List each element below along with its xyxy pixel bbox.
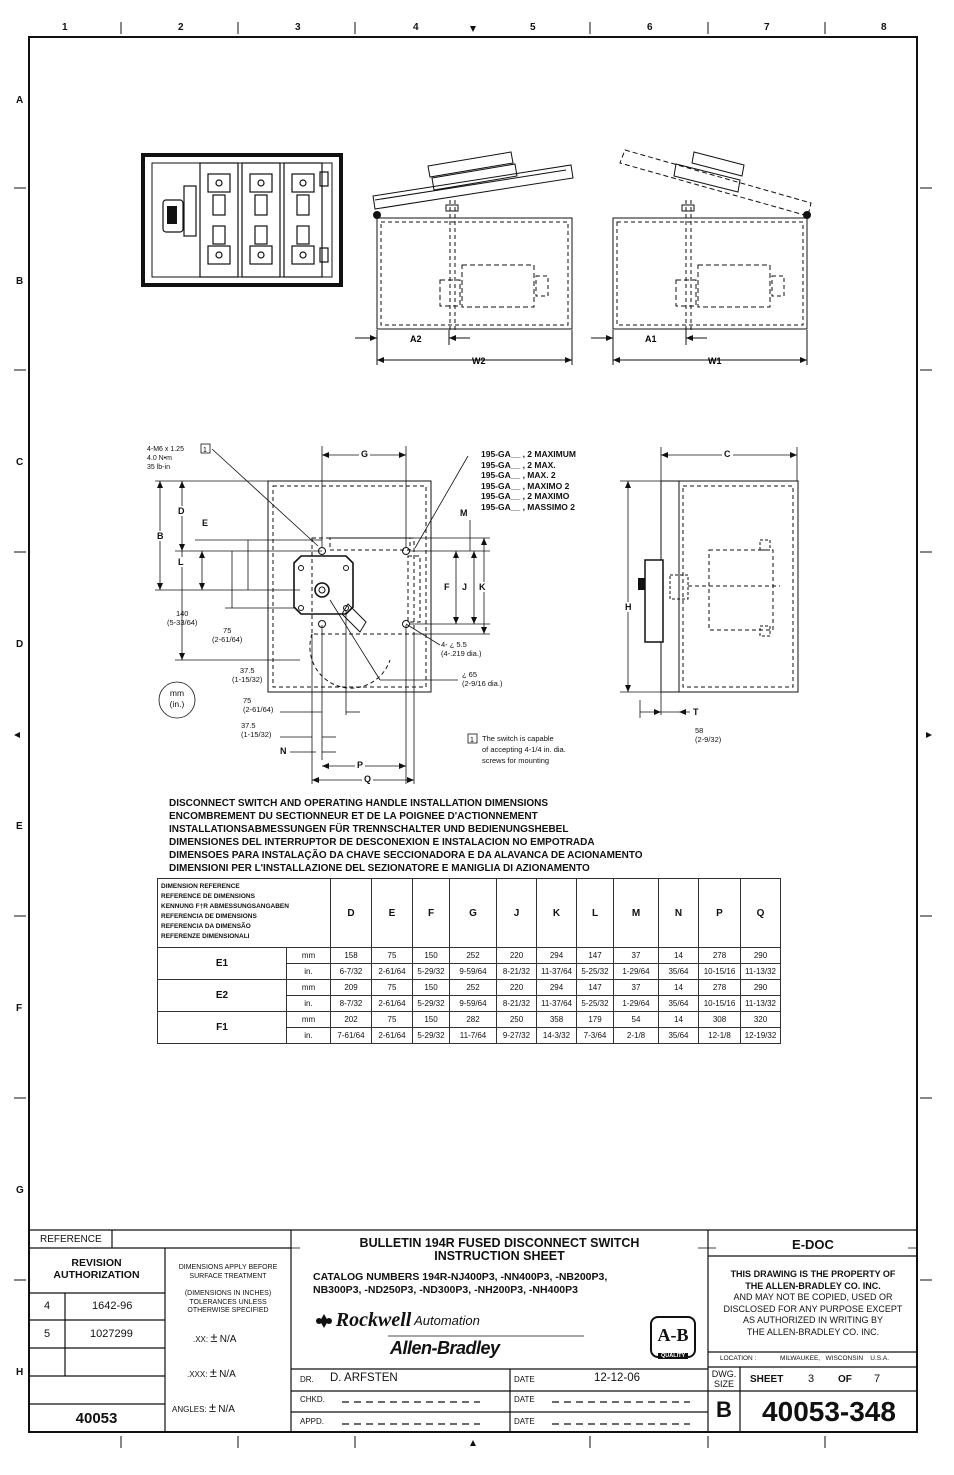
table-cell: 282 bbox=[450, 1012, 497, 1028]
zone-row-g: G bbox=[16, 1185, 24, 1196]
drawing-number: 40053-348 bbox=[762, 1396, 896, 1427]
drawn-date: 12-12-06 bbox=[594, 1372, 641, 1384]
table-cell: 220 bbox=[497, 980, 537, 996]
table-cell: 54 bbox=[614, 1012, 659, 1028]
table-cell: 8-21/32 bbox=[497, 964, 537, 980]
table-cell: 6-7/32 bbox=[331, 964, 372, 980]
revision-auth-number: 1027299 bbox=[90, 1328, 133, 1340]
date-label: DATE bbox=[514, 1417, 535, 1426]
zone-row-c: C bbox=[16, 457, 24, 468]
table-cell: 75 bbox=[372, 948, 413, 964]
table-cell: 37 bbox=[614, 948, 659, 964]
zone-col-2: 2 bbox=[178, 22, 184, 33]
dim-37-upper: 37.5 (1-15/32) bbox=[232, 666, 263, 684]
zone-row-b: B bbox=[16, 276, 24, 287]
table-cell: 220 bbox=[497, 948, 537, 964]
col-header: Q bbox=[741, 879, 781, 948]
table-cell: 12-1/8 bbox=[699, 1028, 741, 1044]
approved-label: APPD. bbox=[300, 1417, 325, 1426]
location-label: LOCATION : bbox=[720, 1355, 757, 1362]
dim-n: N bbox=[280, 746, 287, 756]
table-cell: 209 bbox=[331, 980, 372, 996]
zone-col-4: 4 bbox=[413, 22, 419, 33]
table-cell: 5-25/32 bbox=[577, 964, 614, 980]
edoc-label: E-DOC bbox=[792, 1237, 834, 1252]
dim-b: B bbox=[157, 531, 164, 541]
col-header: M bbox=[614, 879, 659, 948]
checked-label: CHKD. bbox=[300, 1395, 325, 1404]
dim-75-upper: 75 (2-61/64) bbox=[212, 626, 243, 644]
rockwell-logo: Rockwell Automation bbox=[315, 1309, 480, 1332]
ab-logo-icon: A-B bbox=[650, 1316, 696, 1358]
table-cell: 7-3/64 bbox=[577, 1028, 614, 1044]
col-header: D bbox=[331, 879, 372, 948]
table-cell: 150 bbox=[413, 948, 450, 964]
col-header: E bbox=[372, 879, 413, 948]
table-cell: 12-19/32 bbox=[741, 1028, 781, 1044]
table-cell: 8-7/32 bbox=[331, 996, 372, 1012]
table-cell: 5-29/32 bbox=[413, 1028, 450, 1044]
dim-d: D bbox=[178, 506, 185, 516]
table-cell: 11-37/64 bbox=[537, 996, 577, 1012]
dim-t: T bbox=[693, 707, 699, 717]
document-title: BULLETIN 194R FUSED DISCONNECT SWITCH INSTRUCTION SHEET bbox=[359, 1236, 640, 1263]
col-header: L bbox=[577, 879, 614, 948]
table-cell: 35/64 bbox=[659, 996, 699, 1012]
dim-p: P bbox=[357, 760, 364, 770]
dim-f: F bbox=[444, 582, 450, 592]
table-cell: 294 bbox=[537, 980, 577, 996]
row-label: F1 bbox=[158, 1012, 287, 1044]
col-header: G bbox=[450, 879, 497, 948]
dimension-reference-header: DIMENSION REFERENCE REFERENCE DE DIMENSIONS KENNUNG F†R ABMESSUNGSANGABEN REFERENCIA DE DIMENSIONS REFERENCIA DA DIMENSÃO REFERENZE DIMENSIONALI bbox=[158, 879, 331, 948]
table-cell: 2-1/8 bbox=[614, 1028, 659, 1044]
drawn-by: D. ARFSTEN bbox=[330, 1372, 398, 1384]
table-cell: 252 bbox=[450, 980, 497, 996]
tolerance-xxx: .XXX: ± N/A bbox=[187, 1365, 236, 1380]
table-cell: 5-25/32 bbox=[577, 996, 614, 1012]
table-cell: 150 bbox=[413, 1012, 450, 1028]
zone-row-d: D bbox=[16, 639, 24, 650]
col-header: K bbox=[537, 879, 577, 948]
contact-blocks-note: 195-GA__ , 2 MAXIMUM 195-GA__ , 2 MAX. 195-GA__ , MAX. 2 195-GA__ , MAXIMO 2 195-GA__ , 2 MAXIMO 195-GA__ , MASSIMO 2 bbox=[481, 449, 576, 512]
table-cell: 252 bbox=[450, 948, 497, 964]
dim-c: C bbox=[724, 449, 731, 459]
dwg-size: B bbox=[716, 1397, 732, 1422]
property-notice: THIS DRAWING IS THE PROPERTY OF THE ALLEN-BRADLEY CO. INC. AND MAY NOT BE COPIED, USED OR DISCLOSED FOR ANY PURPOSE EXCEPT AS AUTHORIZED IN WRITING BY THE ALLEN-BRADLEY CO. INC. bbox=[723, 1269, 903, 1337]
table-cell: 179 bbox=[577, 1012, 614, 1028]
col-header: J bbox=[497, 879, 537, 948]
zone-col-3: 3 bbox=[295, 22, 301, 33]
table-cell: 14 bbox=[659, 1012, 699, 1028]
reference-label: REFERENCE bbox=[40, 1234, 102, 1245]
dim-58: 58 (2-9/32) bbox=[695, 726, 722, 744]
table-cell: 11-7/64 bbox=[450, 1028, 497, 1044]
table-cell: 35/64 bbox=[659, 1028, 699, 1044]
dwg-size-label: DWG. SIZE bbox=[711, 1369, 737, 1389]
table-cell: 5-29/32 bbox=[413, 996, 450, 1012]
note-ref-marker: 1 bbox=[203, 447, 207, 454]
drawn-label: DR. bbox=[300, 1375, 314, 1384]
table-cell: 9-59/64 bbox=[450, 964, 497, 980]
zone-row-a: A bbox=[16, 95, 24, 106]
units-legend: mm (in.) bbox=[169, 688, 185, 709]
dim-h: H bbox=[625, 602, 632, 612]
table-cell: 320 bbox=[741, 1012, 781, 1028]
zone-col-7: 7 bbox=[764, 22, 770, 33]
table-cell: 10-15/16 bbox=[699, 996, 741, 1012]
table-cell: 147 bbox=[577, 980, 614, 996]
date-label: DATE bbox=[514, 1375, 535, 1384]
revision-number: 4 bbox=[44, 1300, 51, 1312]
tolerance-angles: ANGLES: ± N/A bbox=[172, 1400, 235, 1415]
dim-j: J bbox=[462, 582, 468, 592]
zone-row-e: E bbox=[16, 821, 23, 832]
tolerance-note: (DIMENSIONS IN INCHES) TOLERANCES UNLESS OTHERWISE SPECIFIED bbox=[184, 1290, 272, 1314]
dim-m: M bbox=[460, 508, 468, 518]
table-cell: 158 bbox=[331, 948, 372, 964]
table-cell: 5-29/32 bbox=[413, 964, 450, 980]
table-cell: 11-13/32 bbox=[741, 964, 781, 980]
revision-authorization-label: REVISION AUTHORIZATION bbox=[53, 1257, 140, 1281]
col-header: F bbox=[413, 879, 450, 948]
table-cell: 11-37/64 bbox=[537, 964, 577, 980]
label-a2: A2 bbox=[410, 334, 422, 344]
table-cell: 35/64 bbox=[659, 964, 699, 980]
table-cell: 7-61/64 bbox=[331, 1028, 372, 1044]
revision-number: 5 bbox=[44, 1328, 51, 1340]
unit-cell: in. bbox=[287, 1028, 331, 1044]
zone-row-h: H bbox=[16, 1367, 24, 1378]
of-label: OF bbox=[838, 1374, 852, 1385]
table-cell: 150 bbox=[413, 980, 450, 996]
hole-spec: 4- ¿ 5.5 (4-.219 dia.) bbox=[441, 640, 482, 658]
dim-37-lower: 37.5 (1-15/32) bbox=[241, 721, 272, 739]
table-cell: 308 bbox=[699, 1012, 741, 1028]
unit-cell: mm bbox=[287, 948, 331, 964]
table-cell: 14 bbox=[659, 980, 699, 996]
unit-cell: in. bbox=[287, 996, 331, 1012]
sheet-label: SHEET bbox=[750, 1374, 784, 1385]
tolerance-xx: .XX: ± N/A bbox=[193, 1330, 237, 1345]
table-cell: 11-13/32 bbox=[741, 996, 781, 1012]
zone-col-6: 6 bbox=[647, 22, 653, 33]
unit-cell: mm bbox=[287, 1012, 331, 1028]
dim-q: Q bbox=[364, 774, 372, 784]
table-cell: 8-21/32 bbox=[497, 996, 537, 1012]
dia-65: ¿ 65 (2-9/16 dia.) bbox=[462, 670, 503, 688]
label-a1: A1 bbox=[645, 334, 657, 344]
zone-col-8: 8 bbox=[881, 22, 887, 33]
table-cell: 14 bbox=[659, 948, 699, 964]
dim-75-lower: 75 (2-61/64) bbox=[243, 696, 274, 714]
dims-apply-note: DIMENSIONS APPLY BEFORE SURFACE TREATMENT bbox=[178, 1264, 278, 1280]
quality-badge: QUALITY bbox=[658, 1353, 688, 1359]
table-cell: 37 bbox=[614, 980, 659, 996]
col-header: N bbox=[659, 879, 699, 948]
allen-bradley-logo: Allen-Bradley bbox=[390, 1338, 500, 1358]
table-cell: 250 bbox=[497, 1012, 537, 1028]
table-cell: 202 bbox=[331, 1012, 372, 1028]
unit-cell: mm bbox=[287, 980, 331, 996]
dim-140: 140 (5-33/64) bbox=[167, 609, 198, 627]
label-w1: W1 bbox=[708, 356, 722, 366]
table-cell: 2-61/64 bbox=[372, 1028, 413, 1044]
dim-k: K bbox=[479, 582, 486, 592]
row-label: E1 bbox=[158, 948, 287, 980]
table-cell: 2-61/64 bbox=[372, 996, 413, 1012]
dim-l: L bbox=[178, 557, 184, 567]
unit-cell: in. bbox=[287, 964, 331, 980]
sheet-total: 7 bbox=[874, 1373, 881, 1385]
date-label: DATE bbox=[514, 1395, 535, 1404]
dim-e: E bbox=[202, 518, 209, 528]
table-cell: 290 bbox=[741, 980, 781, 996]
footnote-marker: 1 bbox=[470, 737, 474, 744]
table-cell: 14-3/32 bbox=[537, 1028, 577, 1044]
table-cell: 278 bbox=[699, 948, 741, 964]
location-value: MILWAUKEE, WISCONSIN U.S.A. bbox=[780, 1355, 890, 1362]
revision-auth-number: 1642-96 bbox=[92, 1300, 133, 1312]
table-cell: 75 bbox=[372, 980, 413, 996]
sheet-number: 3 bbox=[808, 1373, 815, 1385]
table-cell: 9-27/32 bbox=[497, 1028, 537, 1044]
table-cell: 1-29/64 bbox=[614, 996, 659, 1012]
table-cell: 75 bbox=[372, 1012, 413, 1028]
footnote-screws: The switch is capable of accepting 4-1/4 in. dia. screws for mounting bbox=[482, 734, 566, 765]
table-cell: 2-61/64 bbox=[372, 964, 413, 980]
mounting-note: 4-M6 x 1.25 4.0 N•m 35 lb-in bbox=[147, 446, 184, 471]
table-cell: 1-29/64 bbox=[614, 964, 659, 980]
installation-dimensions-title: DISCONNECT SWITCH AND OPERATING HANDLE INSTALLATION DIMENSIONS ENCOMBREMENT DU SECTIONNEUR ET DE LA POIGNEE D'ACTIONNEMENT INSTALLATIONSABMESSUNGEN FÜR TRENNSCHALTER UND BEDIENUNGSHEBEL DIMENSIONES DEL INTERRUPTOR DE DESCONEXION E INSTALACION NO EMPOTRADA DIMENSOES PARA INSTALAÇÃO DA CHAVE SECCIONADORA E DA ALAVANCA DE ACIONAMENTO DIMENSIONI PER L'INSTALLAZIONE DEL SEZIONATORE E MANIGLIA DI AZIONAMENTO bbox=[169, 798, 643, 874]
dim-g: G bbox=[361, 449, 369, 459]
table-cell: 9-59/64 bbox=[450, 996, 497, 1012]
doc-number: 40053 bbox=[75, 1410, 118, 1427]
table-cell: 294 bbox=[537, 948, 577, 964]
table-cell: 278 bbox=[699, 980, 741, 996]
table-cell: 147 bbox=[577, 948, 614, 964]
label-w2: W2 bbox=[472, 356, 486, 366]
zone-col-1: 1 bbox=[62, 22, 68, 33]
table-cell: 358 bbox=[537, 1012, 577, 1028]
zone-row-f: F bbox=[16, 1003, 23, 1014]
catalog-numbers: CATALOG NUMBERS 194R-NJ400P3, -NN400P3, -NB200P3, NB300P3, -ND250P3, -ND300P3, -NH200P3, -NH400P3 bbox=[313, 1271, 608, 1296]
col-header: P bbox=[699, 879, 741, 948]
table-cell: 290 bbox=[741, 948, 781, 964]
zone-col-5: 5 bbox=[530, 22, 536, 33]
table-cell: 10-15/16 bbox=[699, 964, 741, 980]
row-label: E2 bbox=[158, 980, 287, 1012]
